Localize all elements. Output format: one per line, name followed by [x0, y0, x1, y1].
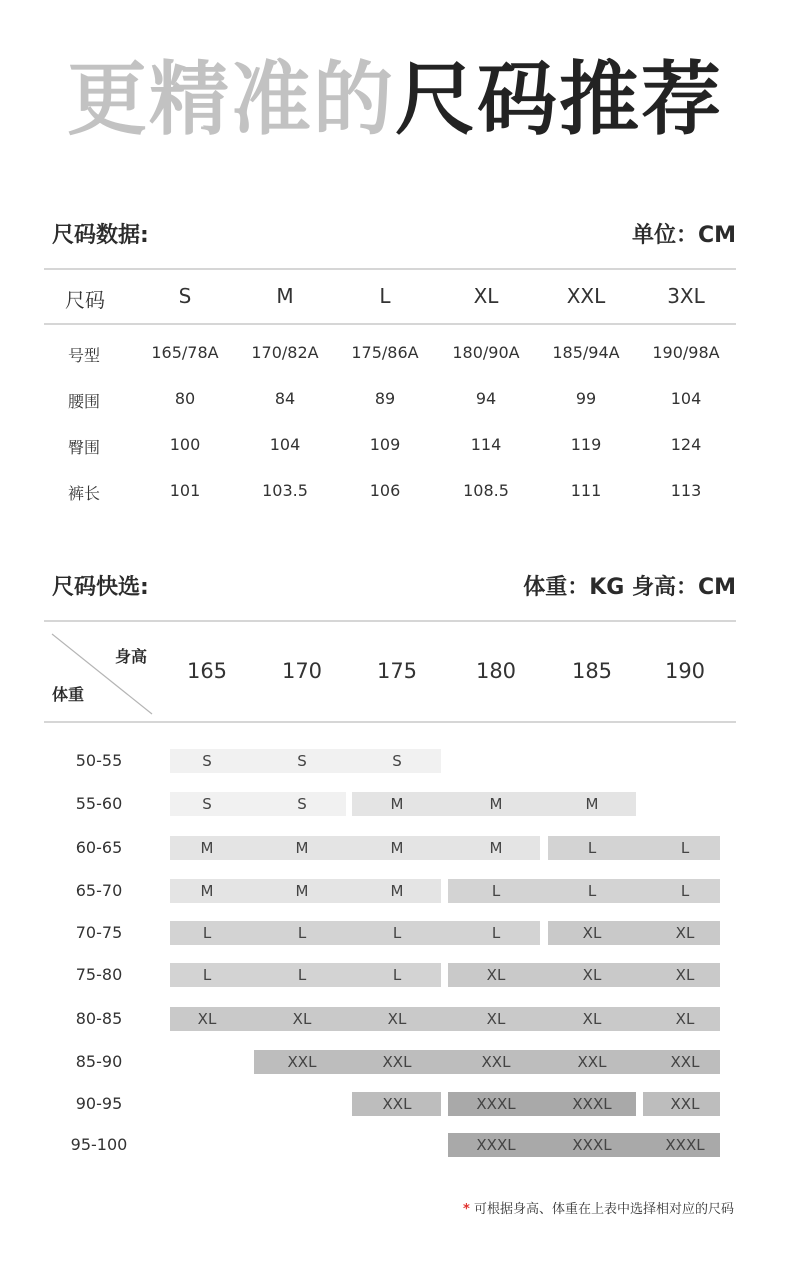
recommended-size-label: S — [392, 752, 402, 770]
size-value-cell: 113 — [670, 481, 702, 500]
recommended-size-label: M — [390, 795, 404, 813]
size-data-unit: 单位：CM — [631, 223, 736, 248]
recommended-size-label: L — [392, 924, 402, 942]
size-header-cell: XXL — [566, 284, 606, 308]
recommended-size-label: XL — [197, 1010, 217, 1028]
size-header-cell: 3XL — [667, 284, 705, 308]
recommended-size-label: L — [491, 924, 501, 942]
recommended-size-label: M — [585, 795, 599, 813]
size-value-cell: 100 — [169, 435, 201, 454]
recommended-size-label: L — [202, 924, 212, 942]
size-value-cell: 101 — [169, 481, 201, 500]
size-value-cell: 180/90A — [452, 343, 520, 362]
recommended-size-label: XXL — [670, 1053, 700, 1071]
weight-row-label: 70-75 — [75, 923, 123, 942]
recommended-size-label: XXL — [382, 1095, 412, 1113]
recommended-size-label: M — [489, 839, 503, 857]
size-value-cell: 108.5 — [463, 481, 509, 500]
recommended-size-label: L — [297, 966, 307, 984]
recommended-size-label: XXXL — [476, 1095, 516, 1113]
recommended-size-label: M — [390, 882, 404, 900]
recommended-size-label: XL — [486, 1010, 506, 1028]
size-value-cell: 190/98A — [652, 343, 720, 362]
weight-row-label: 80-85 — [75, 1009, 123, 1028]
height-header-cell: 180 — [475, 659, 517, 683]
recommended-size-label: XXL — [670, 1095, 700, 1113]
recommended-size-label: XL — [486, 966, 506, 984]
size-range-bar — [170, 1007, 720, 1031]
height-header-cell: 175 — [376, 659, 418, 683]
recommended-size-label: S — [202, 795, 212, 813]
size-value-cell: 84 — [274, 389, 296, 408]
recommended-size-label: M — [295, 882, 309, 900]
size-header-cell: S — [178, 284, 192, 308]
size-row-label: 腰围 — [67, 392, 100, 411]
recommended-size-label: XXXL — [665, 1136, 705, 1154]
weight-row-label: 90-95 — [75, 1094, 123, 1113]
size-value-cell: 103.5 — [262, 481, 308, 500]
size-row-label: 裤长 — [67, 484, 100, 503]
weight-row-label: 50-55 — [75, 751, 123, 770]
size-row-label: 号型 — [67, 346, 100, 365]
recommended-size-label: M — [200, 882, 214, 900]
footnote-text: 可根据身高、体重在上表中选择相对应的尺码 — [473, 1202, 734, 1217]
size-value-cell: 104 — [670, 389, 702, 408]
weight-row-label: 60-65 — [75, 838, 123, 857]
recommended-size-label: XXL — [382, 1053, 412, 1071]
recommended-size-label: XXXL — [572, 1136, 612, 1154]
size-value-cell: 111 — [570, 481, 602, 500]
size-row-label: 臀围 — [67, 438, 100, 457]
size-header-cell: L — [379, 284, 391, 308]
recommended-size-label: XXL — [577, 1053, 607, 1071]
divider — [44, 323, 736, 325]
size-value-cell: 104 — [269, 435, 301, 454]
divider — [44, 268, 736, 270]
recommended-size-label: L — [392, 966, 402, 984]
recommended-size-label: XXL — [287, 1053, 317, 1071]
weight-row-label: 55-60 — [75, 794, 123, 813]
size-value-cell: 114 — [470, 435, 502, 454]
size-value-cell: 109 — [369, 435, 401, 454]
divider — [44, 620, 736, 622]
size-value-cell: 119 — [570, 435, 602, 454]
size-header-label: 尺码 — [65, 288, 105, 312]
recommended-size-label: XL — [292, 1010, 312, 1028]
quick-select-heading: 尺码快选: — [52, 575, 149, 600]
recommended-size-label: XXL — [481, 1053, 511, 1071]
recommended-size-label: XL — [675, 966, 695, 984]
recommended-size-label: S — [297, 752, 307, 770]
size-value-cell: 80 — [174, 389, 196, 408]
size-value-cell: 175/86A — [351, 343, 419, 362]
size-value-cell: 89 — [374, 389, 396, 408]
recommended-size-label: XL — [582, 924, 602, 942]
recommended-size-label: M — [489, 795, 503, 813]
height-header-cell: 165 — [186, 659, 228, 683]
recommended-size-label: XL — [387, 1010, 407, 1028]
footnote — [463, 1198, 734, 1217]
quick-select-unit: 体重：KG 身高：CM — [523, 575, 736, 600]
recommended-size-label: L — [491, 882, 501, 900]
corner-weight-label: 体重 — [52, 685, 85, 704]
footnote-star: * — [463, 1202, 470, 1217]
size-value-cell: 185/94A — [552, 343, 620, 362]
recommended-size-label: S — [202, 752, 212, 770]
weight-row-label: 95-100 — [70, 1135, 128, 1154]
corner-height-label: 身高 — [115, 647, 148, 666]
divider — [44, 721, 736, 723]
size-value-cell: 106 — [369, 481, 401, 500]
height-header-cell: 185 — [571, 659, 613, 683]
recommended-size-label: S — [297, 795, 307, 813]
recommended-size-label: XXXL — [476, 1136, 516, 1154]
recommended-size-label: XL — [582, 1010, 602, 1028]
recommended-size-label: L — [202, 966, 212, 984]
recommended-size-label: L — [680, 839, 690, 857]
recommended-size-label: XL — [582, 966, 602, 984]
recommended-size-label: M — [390, 839, 404, 857]
recommended-size-label: M — [295, 839, 309, 857]
recommended-size-label: XL — [675, 1010, 695, 1028]
size-value-cell: 99 — [575, 389, 597, 408]
recommended-size-label: L — [297, 924, 307, 942]
size-header-cell: XL — [473, 284, 499, 308]
recommended-size-label: L — [587, 839, 597, 857]
size-value-cell: 124 — [670, 435, 702, 454]
height-header-cell: 170 — [281, 659, 323, 683]
size-value-cell: 165/78A — [151, 343, 219, 362]
recommended-size-label: XL — [675, 924, 695, 942]
weight-row-label: 65-70 — [75, 881, 123, 900]
size-value-cell: 170/82A — [251, 343, 319, 362]
recommended-size-label: L — [680, 882, 690, 900]
size-header-cell: M — [276, 284, 294, 308]
height-header-cell: 190 — [664, 659, 706, 683]
size-data-heading: 尺码数据: — [52, 223, 149, 248]
size-value-cell: 94 — [475, 389, 497, 408]
quick-select-header — [52, 570, 736, 600]
recommended-size-label: M — [200, 839, 214, 857]
weight-row-label: 85-90 — [75, 1052, 123, 1071]
weight-row-label: 75-80 — [75, 965, 123, 984]
recommended-size-label: L — [587, 882, 597, 900]
size-data-header — [52, 218, 736, 248]
page-title: 更精准的尺码推荐 — [67, 53, 723, 146]
recommended-size-label: XXXL — [572, 1095, 612, 1113]
